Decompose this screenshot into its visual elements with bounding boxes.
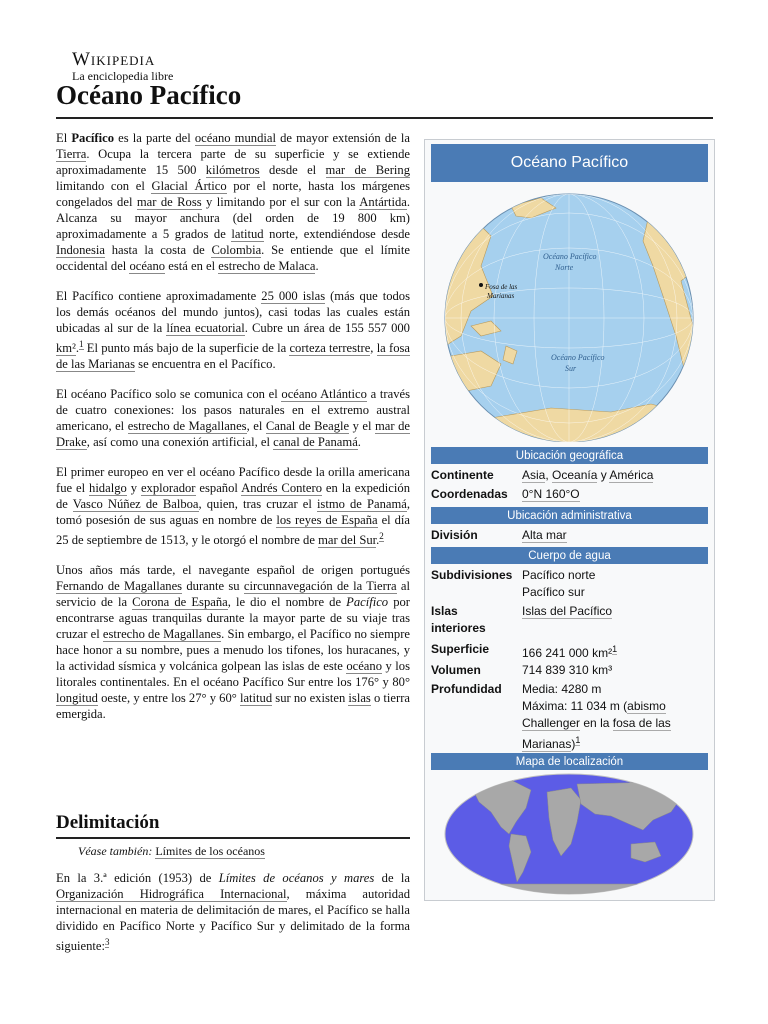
globe-image[interactable] [431, 186, 708, 442]
link[interactable]: Vasco Núñez de Balboa [72, 497, 199, 512]
see-also-link[interactable]: Límites de los océanos [155, 844, 265, 858]
link[interactable]: Organización Hidrográfica Internacional [56, 887, 287, 901]
link-marianas[interactable]: Marianas [522, 737, 572, 751]
globe-label-north-1: Océano Pacífico [543, 252, 597, 261]
band-geographic: Ubicación geográfica [431, 447, 708, 464]
wikipedia-logo[interactable] [72, 50, 182, 83]
paragraph-1: El Pacífico es la parte del océano mundial de mayor extensión de la Tierra. Ocupa la tercera parte de su superficie y se extiende aproximadamente 15 500 kilómetros desde el mar de Bering limitando con el Glacial Ártico por el norte, hasta los márgenes congelados del mar de Ross y limitando por el sur con la Antártida. Alcanza su mayor anchura (del orden de 19 800 km) aproximadamente a 5 grados de latitud norte, extendiéndose desde Indonesia hasta la costa de Colombia. Se entiende que el límite occidental del océano está en el estrecho de Malaca. [56, 131, 411, 273]
link[interactable]: mar del Sur [318, 533, 377, 548]
link[interactable]: Corona de España [132, 595, 228, 610]
globe-label-trench-2: Marianas [487, 292, 515, 300]
band-location-map: Mapa de localización [431, 753, 708, 770]
title-divider [56, 117, 713, 119]
section-heading: Delimitación [56, 812, 160, 833]
globe-label-north-2: Norte [555, 263, 574, 272]
link-abismo[interactable]: abismo [627, 699, 666, 713]
link[interactable]: la fosa de las Marianas [56, 341, 411, 372]
location-map-image[interactable] [431, 772, 708, 895]
link[interactable]: estrecho de Magallanes [102, 627, 222, 642]
link-america[interactable]: América [609, 468, 654, 482]
link-alta-mar[interactable]: Alta mar [522, 528, 567, 542]
link[interactable]: kilómetros [205, 163, 260, 177]
link[interactable]: longitud [56, 691, 98, 706]
link[interactable]: Glacial Ártico [151, 179, 227, 193]
row-label: Volumen [431, 663, 481, 677]
row-label: Coordenadas [431, 487, 508, 501]
link[interactable]: océano mundial [194, 131, 276, 145]
link[interactable]: circunnavegación de la Tierra [243, 579, 397, 594]
link[interactable]: océano Atlántico [281, 387, 367, 402]
link[interactable]: hidalgo [89, 481, 127, 496]
link[interactable]: Andrés Contero [241, 481, 322, 496]
reference-link[interactable]: 1 [79, 339, 84, 349]
paragraph-4: El primer europeo en ver el océano Pacífico desde la orilla americana fue el hidalgo y explorador español Andrés Contero en la expedición de Vasco Núñez de Balboa, quien, tras cruzar el istmo de Panamá, tomó posesión de sus aguas en nombre de los reyes de España el día 25 de septiembre de 1513, y le otorgó el nombre de mar del Sur.$^2$ [56, 465, 411, 548]
row-label: Islas interiores [431, 604, 486, 635]
coordinates-link[interactable]: 0°N 160°O [522, 487, 580, 501]
link-asia[interactable]: Asia [522, 468, 546, 482]
link[interactable]: Antártida [359, 195, 407, 209]
row-label: División [431, 528, 478, 542]
band-administrative: Ubicación administrativa [431, 507, 708, 524]
section-divider [56, 837, 410, 839]
row-label: Continente [431, 468, 494, 482]
link[interactable]: km² [56, 341, 76, 356]
link[interactable]: latitud [231, 227, 264, 241]
link[interactable]: 25 000 islas [261, 289, 326, 303]
link[interactable]: Canal de Beagle [265, 419, 350, 434]
paragraph-3: El océano Pacífico solo se comunica con el océano Atlántico a través de cuatro conexiones: los pasos naturales en el extremo austral americano, el estrecho de Magallanes, el Canal de Beagle y el mar de Drake, así como una conexión artificial, el canal de Panamá. [56, 387, 410, 450]
link[interactable]: línea ecuatorial [166, 321, 245, 335]
link[interactable]: océano [346, 659, 382, 674]
link[interactable]: mar de Ross [136, 195, 202, 209]
link[interactable]: islas [348, 691, 371, 706]
link-islas-pacifico[interactable]: Islas del Pacífico [522, 604, 613, 618]
link[interactable]: océano [129, 259, 166, 273]
row-label: Subdivisiones [431, 568, 513, 582]
article-intro [56, 130, 410, 736]
link[interactable]: los reyes de España [276, 513, 378, 528]
link[interactable]: Tierra [56, 147, 87, 161]
reference-link[interactable]: 2 [379, 531, 384, 542]
reference-link[interactable]: 1 [575, 735, 581, 745]
link[interactable]: Indonesia [56, 243, 105, 257]
paragraph-5: Unos años más tarde, el navegante español de origen portugués Fernando de Magallanes durante su circunnavegación de la Tierra al servicio de la Corona de España, le dio el nombre de Pacífico por encontrarse aguas tranquilas durante la mayor parte de su viaje tras cruzar el estrecho de Magallanes. Sin embargo, el Pacífico no siempre hace honor a su nombre, pues a menudo los tifones, los huracanes, y la actividad sísmica y volcánica golpean las islas de este océano y los litorales continentales. En el océano Pacífico Sur entre los 176° y 80° longitud oeste, y entre los 27° y 60° latitud sur no existen islas o tierra emergida. [56, 563, 411, 722]
link[interactable]: estrecho de Magallanes [127, 419, 247, 434]
link[interactable]: istmo de Panamá [316, 497, 407, 512]
infobox: Océano Pacífico Océano Pacífico Norte Océano Pacífico Sur Fosa de las Marianas Ubicación geográfica Continente Asia, Oceanía y América Coordenadas 0°N 160°O Ubicación administrativa División Alta mar Cuerpo de agua Subdivisiones Pacífico norte Pacífico sur Islas interiores Islas del Pacífico Superficie 166 241 000 km²$^1$ Volumen 714 839 310 km³ Profundidad Media: 4280 m Máxima: 11 034 m (abismo Challenger en la fosa de las Marianas)$^1$ Mapa de localización [424, 139, 715, 901]
row-label: Profundidad [431, 682, 502, 696]
link[interactable]: Colombia [211, 243, 262, 257]
globe-label-trench-1: Fosa de las [485, 283, 518, 291]
link[interactable]: estrecho de Malaca [218, 259, 316, 273]
band-water-body: Cuerpo de agua [431, 547, 708, 564]
link-oceania[interactable]: Oceanía [552, 468, 598, 482]
logo-tagline: La enciclopedia libre [72, 69, 174, 83]
reference-link[interactable]: 3 [104, 937, 110, 947]
reference-link[interactable]: 1 [612, 644, 618, 654]
see-also [78, 844, 265, 859]
link[interactable]: latitud [239, 691, 273, 706]
link[interactable]: canal de Panamá [273, 435, 358, 450]
logo-wordmark: Wikipedia [72, 49, 156, 70]
row-label: Superficie [431, 642, 490, 656]
marianas-marker [479, 283, 483, 287]
link[interactable]: mar de Bering [325, 163, 410, 177]
see-also-label: Véase también: [78, 844, 153, 858]
link[interactable]: mar de Drake [56, 419, 410, 450]
link-fosa[interactable]: fosa de las [612, 716, 671, 730]
globe-label-south-2: Sur [565, 364, 577, 373]
link-challenger[interactable]: Challenger [522, 716, 581, 730]
globe-label-south-1: Océano Pacífico [551, 353, 605, 362]
page-title: Océano Pacífico [56, 80, 242, 110]
section-paragraph: En la 3.ª edición (1953) de Límites de océanos y mares de la Organización Hidrográfica Internacional, máxima autoridad internacional en materia de delimitación de mares, el Pacífico se halla dividido en Pacífico Norte y Pacífico Sur y delimitado de la forma siguiente:$^3$ [56, 871, 410, 954]
link[interactable]: corteza terrestre [289, 341, 371, 356]
paragraph-2: El Pacífico contiene aproximadamente 25 000 islas (más que todos los demás océanos del mundo juntos), casi todas las cuales están ubicadas al sur de la línea ecuatorial. Cubre un área de 155 557 000 km².$^1$ El punto más bajo de la superficie de la corteza terrestre, la fosa de las Marianas se encuentra en el Pacífico. [56, 289, 411, 372]
infobox-title: Océano Pacífico [431, 144, 708, 182]
link[interactable]: explorador [140, 481, 196, 496]
link[interactable]: Fernando de Magallanes [56, 579, 183, 594]
